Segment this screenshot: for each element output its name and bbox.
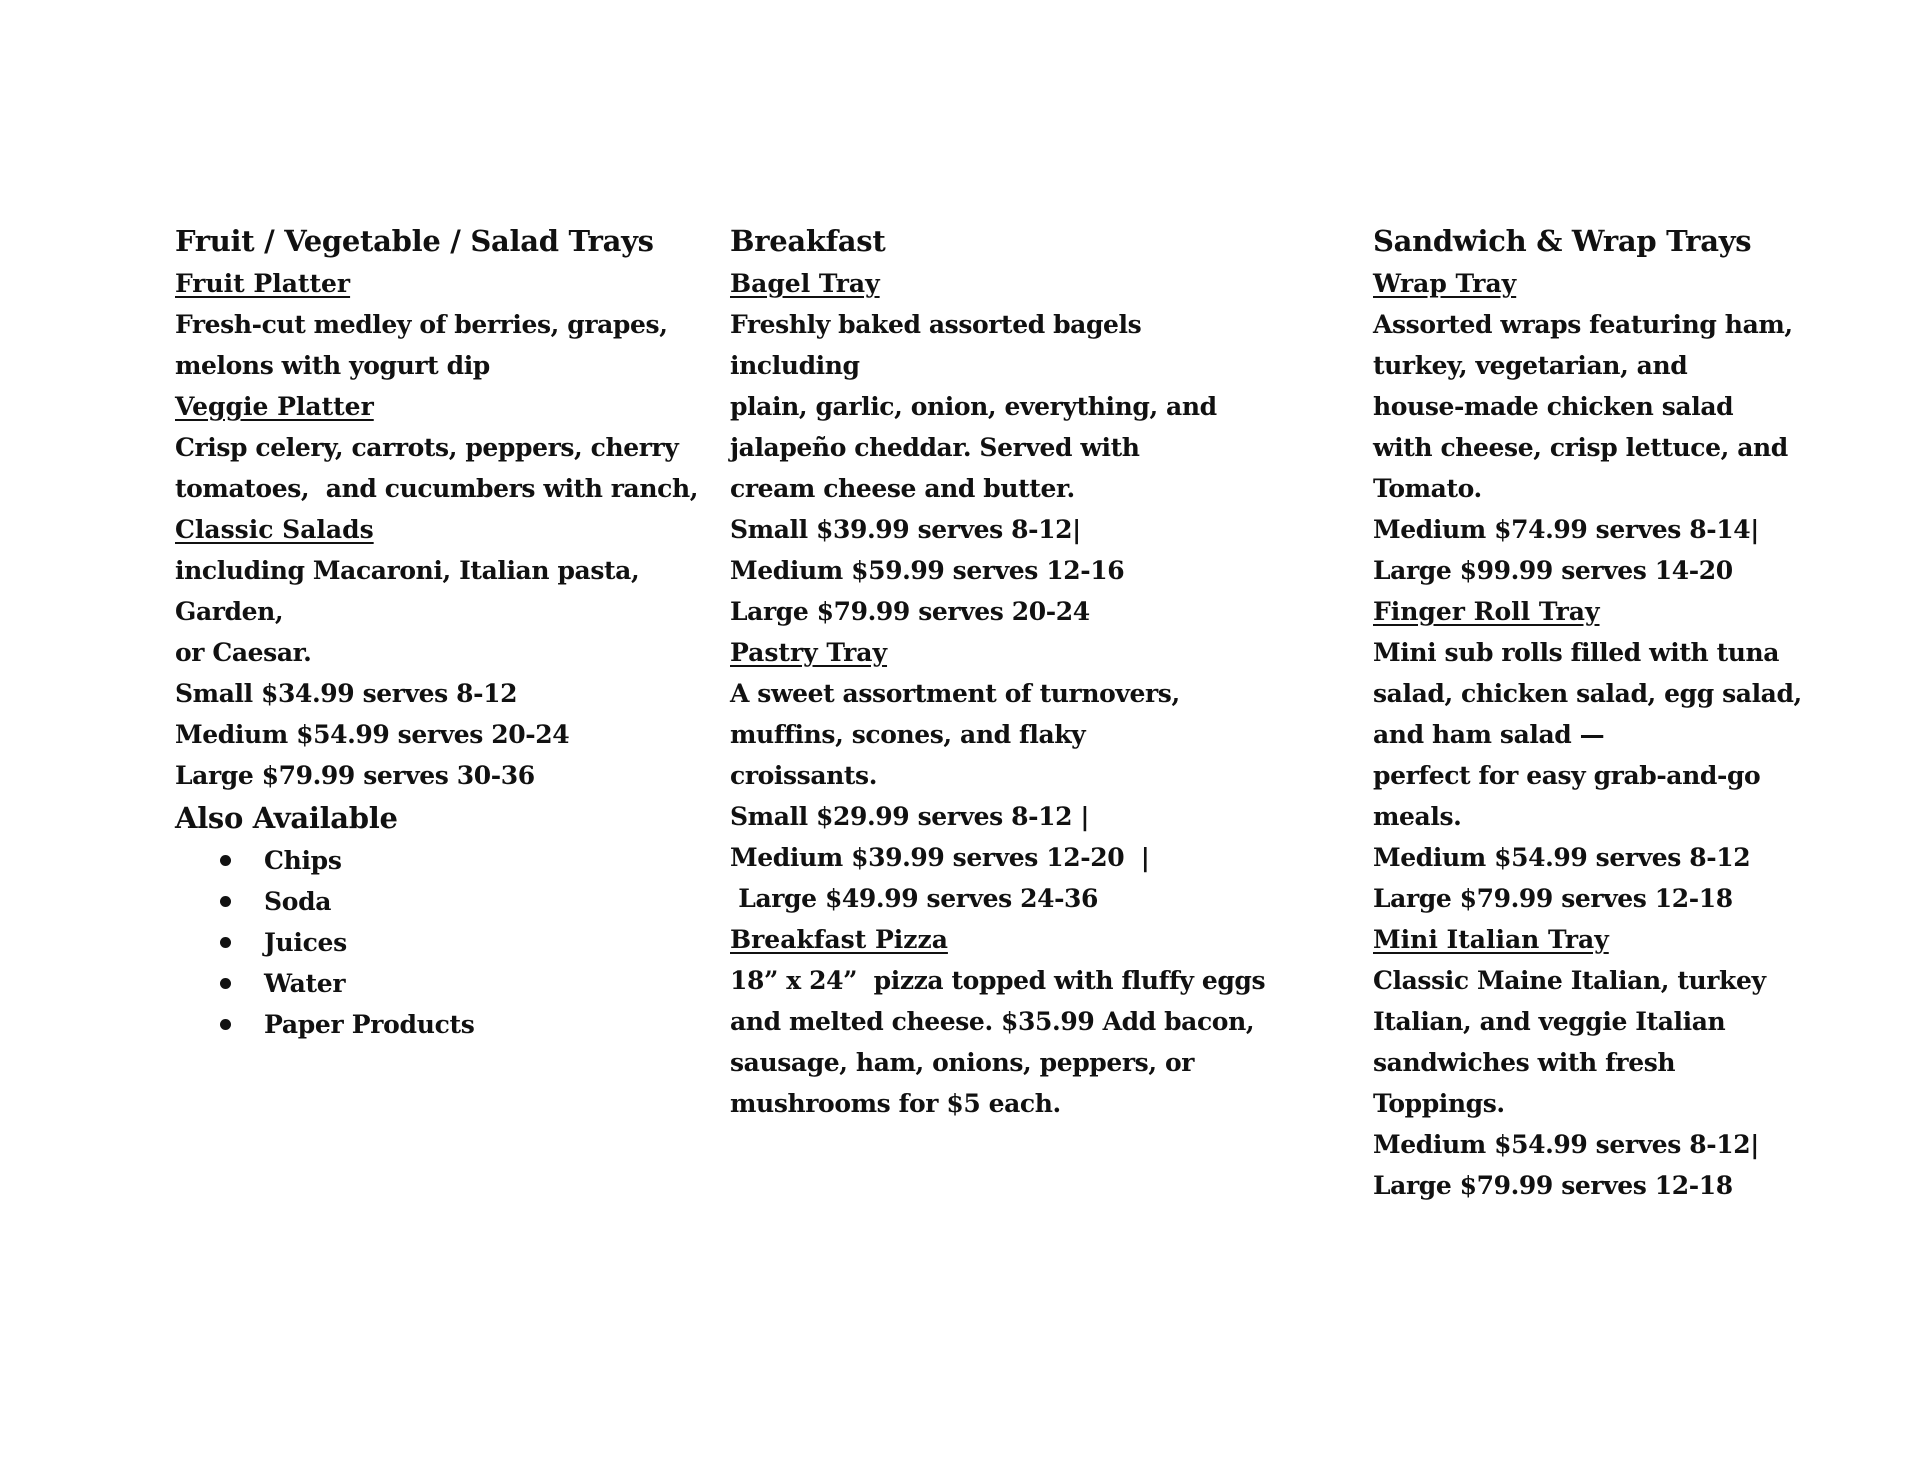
list-item (175, 1004, 695, 1045)
description-line: A sweet assortment of turnovers, (730, 679, 1180, 708)
description-line: and melted cheese. $35.99 Add bacon, (730, 1007, 1255, 1036)
bullet-icon (220, 1019, 231, 1030)
description-line: Crisp celery, carrots, peppers, cherry (175, 433, 679, 462)
also-available-list (175, 840, 695, 1045)
item-title-wrap-tray: Wrap Tray (1373, 269, 1517, 298)
description-line: Assorted wraps featuring ham, (1373, 310, 1793, 339)
list-item-label: Soda (264, 887, 332, 916)
price-line: Large $79.99 serves 12-18 (1373, 884, 1733, 913)
description-line: plain, garlic, onion, everything, and (730, 392, 1217, 421)
description-line: Toppings. (1373, 1089, 1505, 1118)
list-item (175, 881, 695, 922)
bullet-icon (220, 978, 231, 989)
description-line: with cheese, crisp lettuce, and (1373, 433, 1788, 462)
description-line: muffins, scones, and flaky (730, 720, 1086, 749)
description-line: Italian, and veggie Italian (1373, 1007, 1726, 1036)
price-line: Medium $54.99 serves 8-12| (1373, 1130, 1759, 1159)
description-line: melons with yogurt dip (175, 351, 490, 380)
description-line: salad, chicken salad, egg salad, (1373, 679, 1802, 708)
description-line: Fresh-cut medley of berries, grapes, (175, 310, 668, 339)
description-line: Garden, (175, 597, 284, 626)
price-line: Medium $39.99 serves 12-20 | (730, 843, 1150, 872)
price-line: Medium $54.99 serves 20-24 (175, 720, 570, 749)
item-title-classic-salads: Classic Salads (175, 515, 374, 544)
description-line: 18” x 24” pizza topped with fluffy eggs (730, 966, 1266, 995)
item-title-mini-italian-tray: Mini Italian Tray (1373, 925, 1609, 954)
description-line: perfect for easy grab-and-go (1373, 761, 1761, 790)
description-line: Classic Maine Italian, turkey (1373, 966, 1766, 995)
price-line: Medium $74.99 serves 8-14| (1373, 515, 1759, 544)
item-title-finger-roll-tray: Finger Roll Tray (1373, 597, 1600, 626)
section-heading: Fruit / Vegetable / Salad Trays (175, 224, 654, 258)
list-item-label: Chips (264, 846, 342, 875)
description-line: Mini sub rolls filled with tuna (1373, 638, 1780, 667)
list-item (175, 922, 695, 963)
price-line: Large $79.99 serves 12-18 (1373, 1171, 1733, 1200)
description-line: Freshly baked assorted bagels (730, 310, 1142, 339)
section-heading: Breakfast (730, 224, 886, 258)
column-sandwich-wrap (1373, 220, 1833, 1206)
price-line: Large $49.99 serves 24-36 (730, 884, 1099, 913)
description-line: cream cheese and butter. (730, 474, 1075, 503)
description-line: including Macaroni, Italian pasta, (175, 556, 640, 585)
list-item-label: Juices (264, 928, 347, 957)
price-line: Small $29.99 serves 8-12 | (730, 802, 1090, 831)
also-available-heading: Also Available (175, 801, 398, 835)
description-line: sandwiches with fresh (1373, 1048, 1676, 1077)
description-line: house-made chicken salad (1373, 392, 1734, 421)
bullet-icon (220, 896, 231, 907)
description-line: mushrooms for $5 each. (730, 1089, 1061, 1118)
column-fruit-vegetable-salad (175, 220, 699, 1045)
item-title-fruit-platter: Fruit Platter (175, 269, 351, 298)
list-item-label: Water (264, 969, 346, 998)
description-line: Tomato. (1373, 474, 1482, 503)
price-line: Large $79.99 serves 20-24 (730, 597, 1090, 626)
list-item (175, 963, 695, 1004)
description-line: including (730, 351, 860, 380)
price-line: Small $39.99 serves 8-12| (730, 515, 1081, 544)
item-title-bagel-tray: Bagel Tray (730, 269, 880, 298)
price-line: Small $34.99 serves 8-12 (175, 679, 518, 708)
list-item (175, 840, 695, 881)
item-title-breakfast-pizza: Breakfast Pizza (730, 925, 948, 954)
description-line: jalapeño cheddar. Served with (730, 433, 1140, 462)
price-line: Medium $54.99 serves 8-12 (1373, 843, 1751, 872)
bullet-icon (220, 855, 231, 866)
description-line: croissants. (730, 761, 878, 790)
section-heading: Sandwich & Wrap Trays (1373, 224, 1752, 258)
description-line: meals. (1373, 802, 1462, 831)
item-title-veggie-platter: Veggie Platter (175, 392, 374, 421)
description-line: tomatoes, and cucumbers with ranch, (175, 474, 699, 503)
column-breakfast (730, 220, 1266, 1124)
item-title-pastry-tray: Pastry Tray (730, 638, 888, 667)
description-line: sausage, ham, onions, peppers, or (730, 1048, 1194, 1077)
description-line: turkey, vegetarian, and (1373, 351, 1688, 380)
list-item-label: Paper Products (264, 1010, 475, 1039)
description-line: or Caesar. (175, 638, 312, 667)
description-line: and ham salad — (1373, 720, 1605, 749)
bullet-icon (220, 937, 231, 948)
price-line: Large $99.99 serves 14-20 (1373, 556, 1733, 585)
price-line: Large $79.99 serves 30-36 (175, 761, 535, 790)
price-line: Medium $59.99 serves 12-16 (730, 556, 1125, 585)
